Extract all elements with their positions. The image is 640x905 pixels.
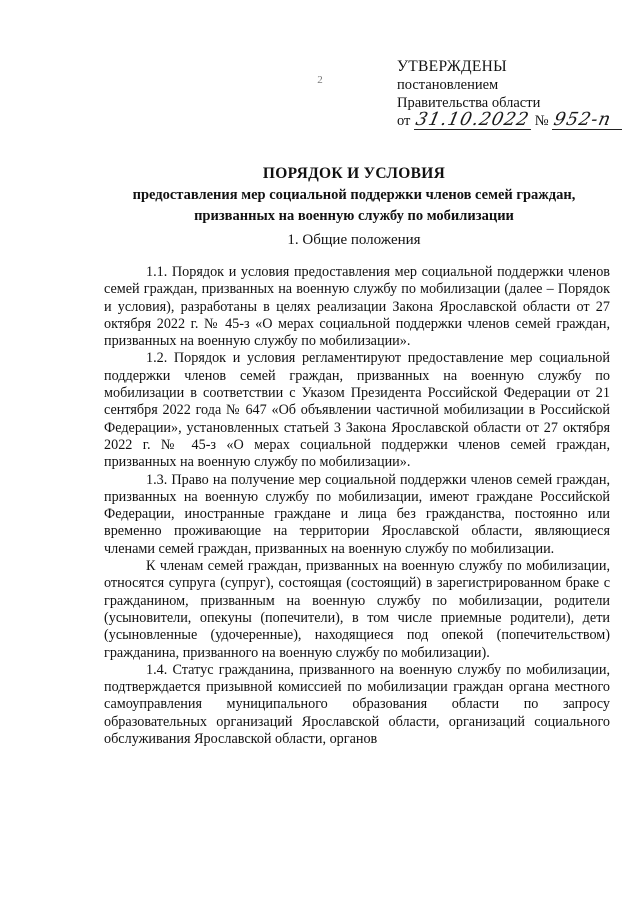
handwritten-date: 31.10.2022 — [413, 109, 532, 130]
approval-stamp-block — [397, 58, 622, 130]
section-heading: 1. Общие положения — [287, 232, 421, 248]
approval-line-1: постановлением — [397, 77, 499, 93]
document-title — [96, 164, 612, 226]
paragraph-1-2: 1.2. Порядок и условия регламентируют предоставление мер социальной поддержки членов семей граждан, призванных на военную службу по мобилизации в соответствии с Указом Президента Российской Федерации от 21 сентября 2022 года № 647 «Об объявлении частичной мобилизации в Российской Федерации», установленных статьей 3 Закона Ярославской области от 27 октября 2022 г. № 45-з «О мерах социальной поддержки членов семей граждан, призванных на военную службу по мобилизации». — [104, 350, 610, 471]
title-main: ПОРЯДОК И УСЛОВИЯ — [262, 165, 446, 182]
paragraph-1-1: 1.1. Порядок и условия предоставления мер социальной поддержки членов семей граждан, призванных на военную службу по мобилизации (далее – Порядок и условия), разработаны в целях реализации Закона Ярославской области от 27 октября 2022 г. № 45-з «О мерах социальной поддержки членов семей граждан, призванных на военную службу по мобилизации». — [104, 264, 610, 350]
title-subtitle-line-2: призванных на военную службу по мобилизации — [194, 208, 514, 224]
paragraph-1-4: 1.4. Статус гражданина, призванного на военную службу по мобилизации, подтверждается призывной комиссией по мобилизации граждан органа местного самоуправления муниципального образования области по запросу образовательных организаций Ярославской области, организаций социального обслуживания Ярославской области, органов — [104, 661, 610, 748]
paragraph-family-members: К членам семей граждан, призванных на военную службу по мобилизации, относятся супруга (супруг), состоящая (состоящий) в зарегистрированном браке с гражданином, призванным на военную службу по мобилизации, родители (усыновители, опекуны (попечители), в том числе приемные родители), дети (усыновленные (удочеренные), находящиеся под опекой (попечительством) гражданина, призванного на военную службу по мобилизации). — [104, 558, 610, 661]
number-prefix: № — [534, 113, 549, 129]
approval-date-row — [397, 109, 622, 130]
date-field — [413, 109, 532, 130]
document-body — [104, 264, 610, 748]
page-number: 2 — [317, 74, 323, 86]
number-field — [552, 109, 622, 130]
handwritten-number: 952-п — [552, 109, 614, 130]
approval-line-2: Правительства области — [397, 95, 541, 111]
title-subtitle-line-1: предоставления мер социальной поддержки членов семей граждан, — [132, 187, 576, 203]
paragraph-1-3: 1.3. Право на получение мер социальной поддержки членов семей граждан, призванных на военную службу по мобилизации, имеют граждане Российской Федерации, иностранные граждане и лица без гражданства, постоянно или временно проживающие на территории Ярославской области, являющиеся членами семей граждан, призванных на военную службу по мобилизации. — [104, 471, 610, 557]
approval-status: УТВЕРЖДЕНЫ — [397, 58, 507, 75]
date-prefix: от — [397, 113, 411, 129]
